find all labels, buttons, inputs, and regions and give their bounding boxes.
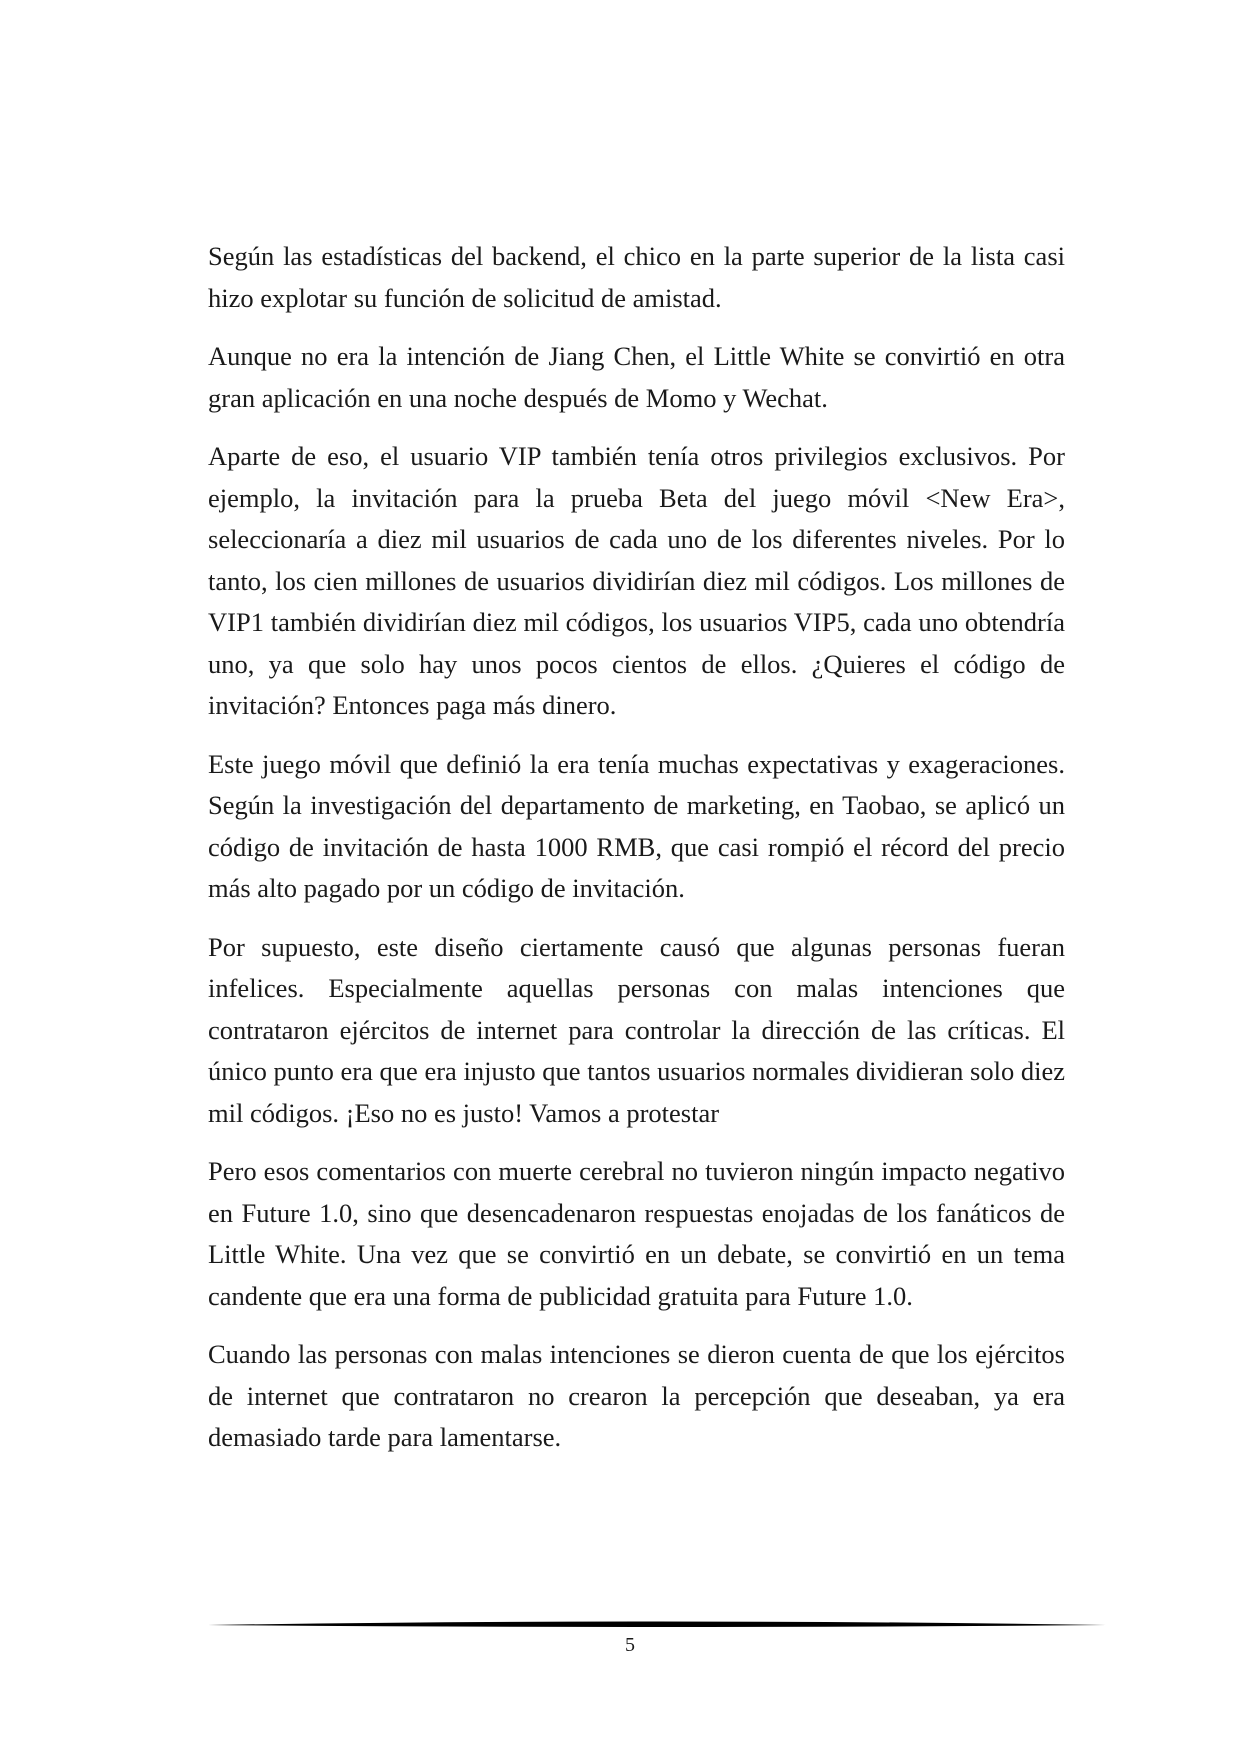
paragraph-7: Cuando las personas con malas intenciones se dieron cuenta de que los ejércitos de internet que contrataron no crearon la percepción que deseaban, ya era demasiado tarde para lamentarse. [208, 1339, 1065, 1452]
paragraph-1: Según las estadísticas del backend, el chico en la parte superior de la lista casi hizo explotar su función de solicitud de amistad. [208, 241, 1065, 313]
body-text [208, 236, 1065, 1476]
page-number: 5 [625, 1634, 635, 1656]
footer-rule [208, 1618, 1106, 1630]
paragraph-5: Por supuesto, este diseño ciertamente causó que algunas personas fueran infelices. Especialmente aquellas personas con malas intenciones que contrataron ejércitos de internet para controlar la dirección de las críticas. El único punto era que era injusto que tantos usuarios normales dividieran solo diez mil códigos. ¡Eso no es justo! Vamos a protestar [208, 931, 1065, 1128]
paragraph-2: Aunque no era la intención de Jiang Chen, el Little White se convirtió en otra gran aplicación en una noche después de Momo y Wechat. [208, 341, 1065, 413]
paragraph-3: Aparte de eso, el usuario VIP también tenía otros privilegios exclusivos. Por ejemplo, la invitación para la prueba Beta del juego móvil <New Era>, seleccionaría a diez mil usuarios de cada uno de los diferentes niveles. Por lo tanto, los cien millones de usuarios dividirían diez mil códigos. Los millones de VIP1 también dividirían diez mil códigos, los usuarios VIP5, cada uno obtendría uno, ya que solo hay unos pocos cientos de ellos. ¿Quieres el código de invitación? Entonces paga más dinero. [208, 441, 1065, 720]
paragraph-4: Este juego móvil que definió la era tenía muchas expectativas y exageraciones. Según la investigación del departamento de marketing, en Taobao, se aplicó un código de invitación de hasta 1000 RMB, que casi rompió el récord del precio más alto pagado por un código de invitación. [208, 748, 1065, 903]
paragraph-6: Pero esos comentarios con muerte cerebral no tuvieron ningún impacto negativo en Future 1.0, sino que desencadenaron respuestas enojadas de los fanáticos de Little White. Una vez que se convirtió en un debate, se convirtió en un tema candente que era una forma de publicidad gratuita para Future 1.0. [208, 1156, 1065, 1311]
